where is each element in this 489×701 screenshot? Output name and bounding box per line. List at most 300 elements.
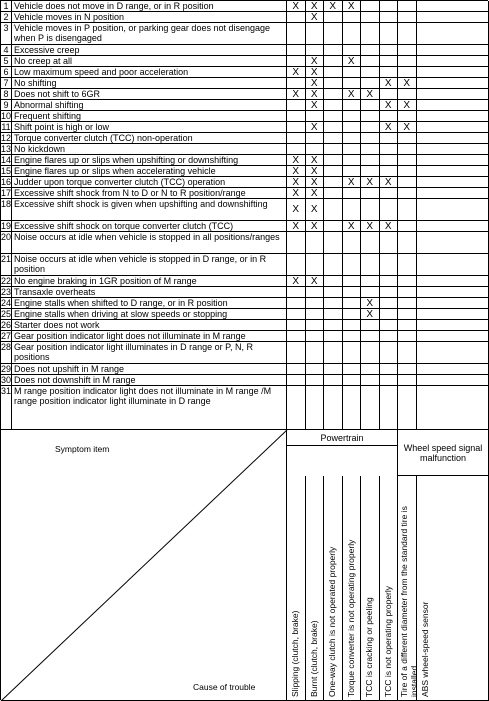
- empty-cell: [380, 89, 399, 100]
- powertrain-sub-area: [287, 446, 398, 476]
- empty-cell: [306, 309, 325, 320]
- empty-cell: [343, 309, 362, 320]
- empty-cell: [417, 45, 489, 56]
- empty-cell: [287, 56, 306, 67]
- empty-cell: [343, 386, 362, 430]
- empty-cell: [417, 320, 489, 331]
- empty-cell: [287, 23, 306, 45]
- empty-cell: [417, 298, 489, 309]
- empty-cell: [343, 320, 362, 331]
- check-mark: X: [361, 309, 380, 320]
- empty-cell: [398, 133, 417, 144]
- empty-cell: [324, 56, 343, 67]
- check-mark: X: [306, 155, 325, 166]
- empty-cell: [361, 12, 380, 23]
- empty-cell: [417, 166, 489, 177]
- check-mark: X: [306, 100, 325, 111]
- empty-cell: [324, 45, 343, 56]
- cause-label: Torque converter is not operating properly: [347, 540, 357, 697]
- empty-cell: [398, 45, 417, 56]
- empty-cell: [417, 144, 489, 155]
- check-mark: X: [287, 155, 306, 166]
- empty-cell: [324, 12, 343, 23]
- check-mark: X: [306, 122, 325, 133]
- symptom-text: Engine stalls when shifted to D range, or in R position: [12, 298, 287, 309]
- empty-cell: [361, 144, 380, 155]
- empty-cell: [361, 188, 380, 199]
- empty-cell: [380, 375, 399, 386]
- check-mark: X: [361, 89, 380, 100]
- empty-cell: [417, 188, 489, 199]
- symptom-text: Abnormal shifting: [12, 100, 287, 111]
- row-number: 22: [1, 276, 12, 287]
- empty-cell: [398, 375, 417, 386]
- empty-cell: [380, 331, 399, 342]
- row-number: 12: [1, 133, 12, 144]
- row-number: 16: [1, 177, 12, 188]
- empty-cell: [380, 386, 399, 430]
- check-mark: X: [343, 89, 362, 100]
- row-number: 11: [1, 122, 12, 133]
- symptom-text: Does not downshift in M range: [12, 375, 287, 386]
- empty-cell: [324, 386, 343, 430]
- symptom-text: M range position indicator light does not illuminate in M range /M range position indicator light illuminate in D range: [12, 386, 287, 430]
- empty-cell: [287, 298, 306, 309]
- cause-column-header: [398, 476, 417, 701]
- symptom-text: No shifting: [12, 78, 287, 89]
- empty-cell: [306, 254, 325, 276]
- empty-cell: [398, 111, 417, 122]
- check-mark: X: [287, 166, 306, 177]
- empty-cell: [361, 166, 380, 177]
- empty-cell: [324, 342, 343, 364]
- empty-cell: [324, 144, 343, 155]
- empty-cell: [398, 177, 417, 188]
- empty-cell: [343, 166, 362, 177]
- empty-cell: [343, 199, 362, 221]
- empty-cell: [361, 320, 380, 331]
- empty-cell: [417, 254, 489, 276]
- symptom-text: Starter does not work: [12, 320, 287, 331]
- empty-cell: [380, 67, 399, 78]
- check-mark: X: [287, 1, 306, 12]
- check-mark: X: [380, 221, 399, 232]
- symptom-text: Does not upshift in M range: [12, 364, 287, 375]
- empty-cell: [287, 100, 306, 111]
- empty-cell: [417, 287, 489, 298]
- check-mark: X: [398, 100, 417, 111]
- empty-cell: [380, 320, 399, 331]
- symptom-text: No engine braking in 1GR position of M range: [12, 276, 287, 287]
- diagonal-divider: [1, 430, 287, 701]
- empty-cell: [417, 89, 489, 100]
- empty-cell: [324, 232, 343, 254]
- empty-cell: [343, 12, 362, 23]
- empty-cell: [398, 199, 417, 221]
- symptom-text: Excessive creep: [12, 45, 287, 56]
- empty-cell: [324, 155, 343, 166]
- row-number: 14: [1, 155, 12, 166]
- empty-cell: [380, 133, 399, 144]
- empty-cell: [343, 144, 362, 155]
- check-mark: X: [398, 122, 417, 133]
- empty-cell: [343, 78, 362, 89]
- cause-label: Burnt (clutch, brake): [310, 620, 320, 697]
- row-number: 30: [1, 375, 12, 386]
- empty-cell: [361, 155, 380, 166]
- empty-cell: [343, 122, 362, 133]
- empty-cell: [324, 67, 343, 78]
- empty-cell: [398, 309, 417, 320]
- empty-cell: [417, 232, 489, 254]
- row-number: 19: [1, 221, 12, 232]
- empty-cell: [380, 342, 399, 364]
- check-mark: X: [343, 1, 362, 12]
- row-number: 6: [1, 67, 12, 78]
- row-number: 3: [1, 23, 12, 45]
- cause-column-header: [417, 476, 489, 701]
- check-mark: X: [380, 78, 399, 89]
- empty-cell: [398, 56, 417, 67]
- symptom-text: Judder upon torque converter clutch (TCC) operation: [12, 177, 287, 188]
- empty-cell: [380, 309, 399, 320]
- empty-cell: [306, 386, 325, 430]
- check-mark: X: [306, 89, 325, 100]
- row-number: 31: [1, 386, 12, 430]
- row-number: 8: [1, 89, 12, 100]
- row-number: 1: [1, 1, 12, 12]
- symptom-text: Transaxle overheats: [12, 287, 287, 298]
- empty-cell: [324, 100, 343, 111]
- check-mark: X: [380, 177, 399, 188]
- empty-cell: [287, 309, 306, 320]
- empty-cell: [417, 100, 489, 111]
- empty-cell: [417, 221, 489, 232]
- check-mark: X: [361, 298, 380, 309]
- empty-cell: [398, 1, 417, 12]
- empty-cell: [398, 287, 417, 298]
- empty-cell: [417, 331, 489, 342]
- empty-cell: [343, 67, 362, 78]
- empty-cell: [398, 12, 417, 23]
- cause-label: Slipping (clutch, brake): [291, 611, 301, 697]
- empty-cell: [398, 254, 417, 276]
- row-number: 18: [1, 199, 12, 221]
- check-mark: X: [361, 221, 380, 232]
- empty-cell: [417, 133, 489, 144]
- cause-of-trouble-label: Cause of trouble: [193, 682, 255, 692]
- symptom-text: Noise occurs at idle when vehicle is stopped in all positions/ranges: [12, 232, 287, 254]
- empty-cell: [380, 23, 399, 45]
- row-number: 4: [1, 45, 12, 56]
- row-number: 21: [1, 254, 12, 276]
- empty-cell: [398, 144, 417, 155]
- symptom-cause-diagonal-cell: [1, 430, 287, 701]
- diagonal-line: [1, 430, 287, 701]
- row-number: 27: [1, 331, 12, 342]
- empty-cell: [417, 177, 489, 188]
- empty-cell: [380, 166, 399, 177]
- empty-cell: [361, 331, 380, 342]
- empty-cell: [417, 122, 489, 133]
- empty-cell: [306, 287, 325, 298]
- symptom-text: Vehicle does not move in D range, or in R position: [12, 1, 287, 12]
- empty-cell: [380, 111, 399, 122]
- check-mark: X: [398, 78, 417, 89]
- empty-cell: [417, 111, 489, 122]
- check-mark: X: [380, 100, 399, 111]
- empty-cell: [324, 188, 343, 199]
- empty-cell: [306, 320, 325, 331]
- empty-cell: [361, 45, 380, 56]
- check-mark: X: [343, 56, 362, 67]
- empty-cell: [417, 386, 489, 430]
- empty-cell: [417, 342, 489, 364]
- row-number: 26: [1, 320, 12, 331]
- empty-cell: [287, 111, 306, 122]
- empty-cell: [398, 232, 417, 254]
- empty-cell: [398, 155, 417, 166]
- cause-column-header: [343, 476, 362, 701]
- empty-cell: [287, 331, 306, 342]
- empty-cell: [361, 386, 380, 430]
- check-mark: X: [306, 56, 325, 67]
- check-mark: X: [306, 12, 325, 23]
- empty-cell: [380, 155, 399, 166]
- empty-cell: [380, 254, 399, 276]
- check-mark: X: [324, 1, 343, 12]
- empty-cell: [361, 342, 380, 364]
- empty-cell: [361, 199, 380, 221]
- symptom-text: No creep at all: [12, 56, 287, 67]
- empty-cell: [287, 133, 306, 144]
- empty-cell: [380, 199, 399, 221]
- empty-cell: [361, 122, 380, 133]
- cause-label: One-way clutch is not operated properly: [328, 547, 338, 697]
- check-mark: X: [306, 177, 325, 188]
- empty-cell: [398, 386, 417, 430]
- empty-cell: [306, 298, 325, 309]
- empty-cell: [398, 342, 417, 364]
- empty-cell: [361, 254, 380, 276]
- empty-cell: [287, 254, 306, 276]
- empty-cell: [398, 166, 417, 177]
- cause-label: ABS wheel-speed sensor: [421, 602, 431, 697]
- empty-cell: [287, 364, 306, 375]
- empty-cell: [324, 254, 343, 276]
- check-mark: X: [306, 199, 325, 221]
- cause-column-header: [361, 476, 380, 701]
- empty-cell: [306, 144, 325, 155]
- row-number: 17: [1, 188, 12, 199]
- empty-cell: [417, 12, 489, 23]
- group-header-powertrain: Powertrain: [287, 430, 398, 446]
- empty-cell: [324, 177, 343, 188]
- empty-cell: [306, 111, 325, 122]
- empty-cell: [417, 67, 489, 78]
- row-number: 28: [1, 342, 12, 364]
- cause-column-header: [287, 476, 306, 701]
- empty-cell: [417, 1, 489, 12]
- empty-cell: [361, 100, 380, 111]
- check-mark: X: [287, 276, 306, 287]
- cause-label: Tire of a different diameter from the standard tire is installed: [400, 480, 419, 697]
- check-mark: X: [287, 89, 306, 100]
- symptom-text: Gear position indicator light does not illuminate in M range: [12, 331, 287, 342]
- empty-cell: [324, 309, 343, 320]
- check-mark: X: [343, 221, 362, 232]
- check-mark: X: [287, 221, 306, 232]
- empty-cell: [324, 331, 343, 342]
- empty-cell: [324, 111, 343, 122]
- check-mark: X: [306, 67, 325, 78]
- empty-cell: [343, 298, 362, 309]
- empty-cell: [343, 287, 362, 298]
- check-mark: X: [343, 177, 362, 188]
- empty-cell: [361, 23, 380, 45]
- empty-cell: [361, 67, 380, 78]
- empty-cell: [287, 320, 306, 331]
- empty-cell: [306, 232, 325, 254]
- symptom-text: Does not shift to 6GR: [12, 89, 287, 100]
- cause-column-header: [306, 476, 325, 701]
- check-mark: X: [287, 199, 306, 221]
- check-mark: X: [287, 177, 306, 188]
- empty-cell: [417, 199, 489, 221]
- cause-label: TCC is not operating properly: [384, 586, 394, 697]
- empty-cell: [361, 375, 380, 386]
- empty-cell: [417, 78, 489, 89]
- symptom-text: Low maximum speed and poor acceleration: [12, 67, 287, 78]
- empty-cell: [324, 199, 343, 221]
- empty-cell: [398, 221, 417, 232]
- cause-label: TCC is cracking or peeling: [365, 597, 375, 697]
- empty-cell: [343, 331, 362, 342]
- empty-cell: [417, 276, 489, 287]
- row-number: 10: [1, 111, 12, 122]
- empty-cell: [287, 78, 306, 89]
- row-number: 5: [1, 56, 12, 67]
- check-mark: X: [306, 78, 325, 89]
- check-mark: X: [380, 122, 399, 133]
- row-number: 13: [1, 144, 12, 155]
- empty-cell: [324, 221, 343, 232]
- empty-cell: [306, 364, 325, 375]
- cause-column-header: [324, 476, 343, 701]
- empty-cell: [343, 342, 362, 364]
- empty-cell: [287, 45, 306, 56]
- symptom-text: Vehicle moves in P position, or parking gear does not disengage when P is disengaged: [12, 23, 287, 45]
- check-mark: X: [361, 177, 380, 188]
- empty-cell: [324, 298, 343, 309]
- symptom-text: Excessive shift shock on torque converter clutch (TCC): [12, 221, 287, 232]
- row-number: 20: [1, 232, 12, 254]
- check-mark: X: [287, 188, 306, 199]
- empty-cell: [343, 111, 362, 122]
- empty-cell: [343, 254, 362, 276]
- empty-cell: [343, 188, 362, 199]
- empty-cell: [306, 133, 325, 144]
- empty-cell: [343, 155, 362, 166]
- empty-cell: [361, 56, 380, 67]
- empty-cell: [417, 56, 489, 67]
- empty-cell: [324, 78, 343, 89]
- empty-cell: [287, 122, 306, 133]
- empty-cell: [306, 331, 325, 342]
- symptom-text: Torque converter clutch (TCC) non-operation: [12, 133, 287, 144]
- empty-cell: [361, 287, 380, 298]
- empty-cell: [398, 331, 417, 342]
- symptom-text: Excessive shift shock is given when upshifting and downshifting: [12, 199, 287, 221]
- symptom-text: No kickdown: [12, 144, 287, 155]
- empty-cell: [380, 56, 399, 67]
- empty-cell: [306, 45, 325, 56]
- row-number: 9: [1, 100, 12, 111]
- symptom-text: Excessive shift shock from N to D or N to R position/range: [12, 188, 287, 199]
- empty-cell: [324, 166, 343, 177]
- empty-cell: [398, 23, 417, 45]
- empty-cell: [343, 23, 362, 45]
- empty-cell: [380, 232, 399, 254]
- cause-column-header: [380, 476, 399, 701]
- empty-cell: [324, 89, 343, 100]
- empty-cell: [287, 232, 306, 254]
- empty-cell: [417, 155, 489, 166]
- empty-cell: [398, 364, 417, 375]
- check-mark: X: [306, 276, 325, 287]
- row-number: 2: [1, 12, 12, 23]
- empty-cell: [324, 287, 343, 298]
- empty-cell: [306, 375, 325, 386]
- row-number: 25: [1, 309, 12, 320]
- symptom-text: Gear position indicator light illuminates in D range or P, N, R positions: [12, 342, 287, 364]
- symptom-text: Frequent shifting: [12, 111, 287, 122]
- empty-cell: [306, 342, 325, 364]
- empty-cell: [361, 111, 380, 122]
- empty-cell: [361, 232, 380, 254]
- row-number: 15: [1, 166, 12, 177]
- empty-cell: [380, 1, 399, 12]
- empty-cell: [306, 23, 325, 45]
- row-number: 7: [1, 78, 12, 89]
- empty-cell: [343, 133, 362, 144]
- empty-cell: [324, 133, 343, 144]
- empty-cell: [343, 276, 362, 287]
- empty-cell: [417, 375, 489, 386]
- symptom-text: Engine stalls when driving at slow speeds or stopping: [12, 309, 287, 320]
- empty-cell: [343, 45, 362, 56]
- empty-cell: [324, 320, 343, 331]
- empty-cell: [324, 276, 343, 287]
- symptom-text: Engine flares up or slips when upshifting or downshifting: [12, 155, 287, 166]
- empty-cell: [417, 309, 489, 320]
- empty-cell: [380, 364, 399, 375]
- check-mark: X: [306, 166, 325, 177]
- empty-cell: [343, 232, 362, 254]
- empty-cell: [287, 144, 306, 155]
- check-mark: X: [306, 221, 325, 232]
- empty-cell: [361, 78, 380, 89]
- row-number: 24: [1, 298, 12, 309]
- empty-cell: [380, 298, 399, 309]
- empty-cell: [361, 276, 380, 287]
- empty-cell: [380, 45, 399, 56]
- check-mark: X: [306, 188, 325, 199]
- empty-cell: [361, 1, 380, 12]
- empty-cell: [287, 342, 306, 364]
- symptom-text: Shift point is high or low: [12, 122, 287, 133]
- empty-cell: [343, 375, 362, 386]
